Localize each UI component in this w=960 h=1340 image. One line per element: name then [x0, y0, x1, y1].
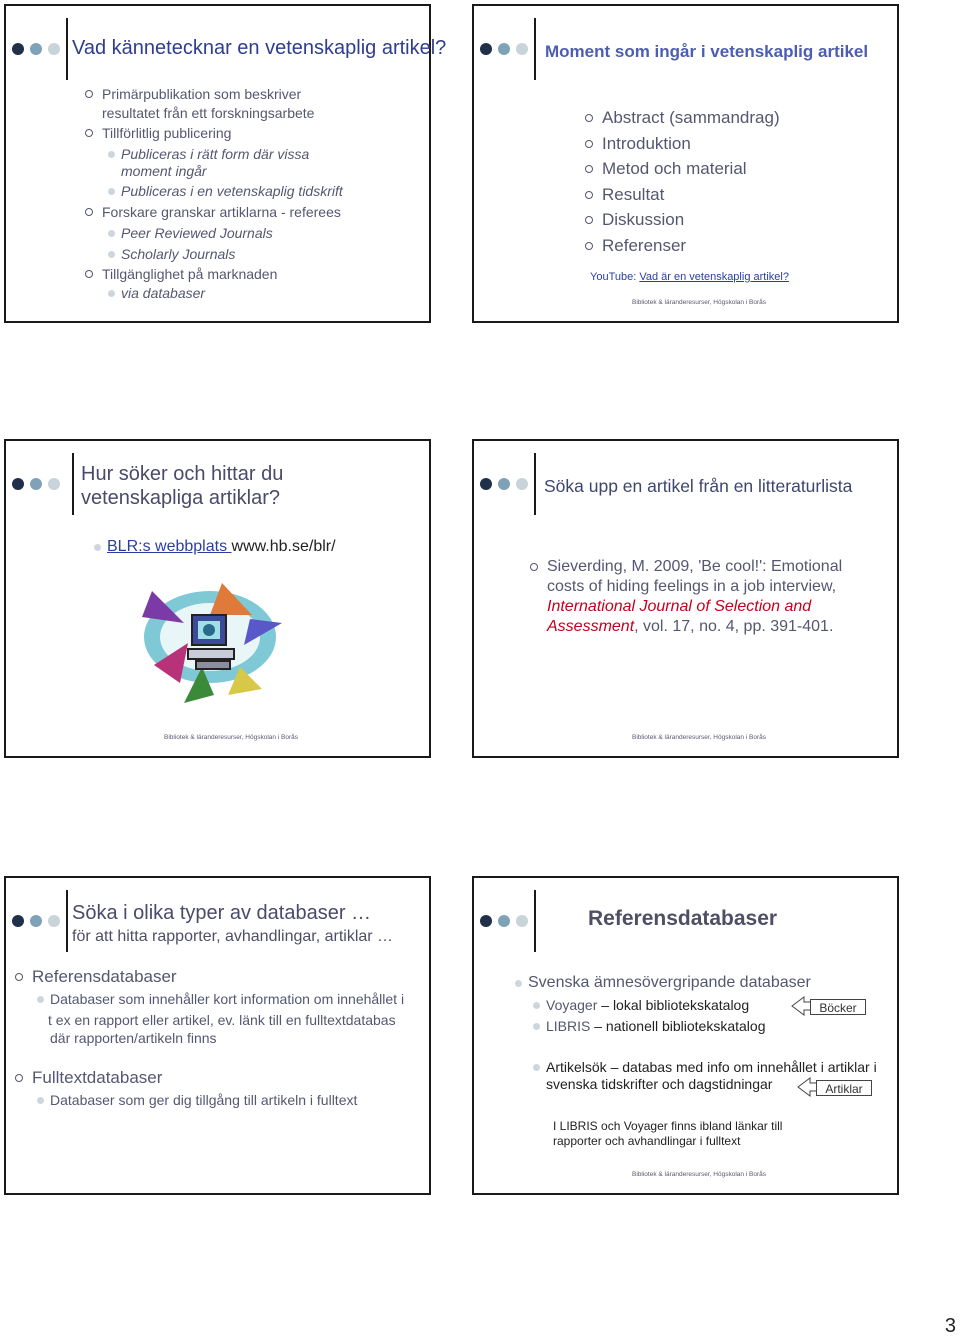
sub-list-item: Scholarly Journals: [121, 246, 236, 262]
reference-journal: [547, 598, 811, 616]
slide-footer: Bibliotek & läranderesurser, Högskolan i Borås: [164, 734, 299, 741]
list-item: Abstract (sammandrag): [602, 108, 780, 127]
list-item: Fulltextdatabaser: [32, 1068, 163, 1087]
sub-list-item-continued: där rapporten/artikeln finns: [50, 1030, 217, 1046]
page-number: 3: [944, 1315, 956, 1337]
libris-desc: – nationell bibliotekskatalog: [590, 1018, 766, 1034]
youtube-line: [590, 271, 789, 283]
list-item: Referenser: [602, 236, 687, 255]
sub-list-item: via databaser: [121, 285, 206, 301]
slide-footer: Bibliotek & läranderesurser, Högskolan i Borås: [632, 1171, 767, 1178]
sub-list-item: Peer Reviewed Journals: [121, 225, 273, 241]
reference-line: costs of hiding feelings in a job interview,: [547, 578, 837, 595]
slide-title: Moment som ingår i vetenskaplig artikel: [545, 42, 869, 61]
sub-list-item: [546, 997, 749, 1013]
sub-list-item: Databaser som ger dig tillgång till artikeln i fulltext: [50, 1092, 358, 1108]
slide-3: [4, 439, 431, 758]
journal-name: International Journal of Selection and: [547, 598, 812, 615]
youtube-prefix: YouTube:: [590, 271, 640, 283]
computer-clipart: [132, 579, 292, 711]
libris-name: LIBRIS: [546, 1018, 591, 1034]
books-callout: Böcker: [810, 999, 866, 1015]
list-item: Diskussion: [602, 210, 685, 229]
list-item: Primärpublikation som beskriver: [102, 86, 302, 102]
title-divider: [66, 18, 68, 80]
slide-title: Vad kännetecknar en vetenskaplig artikel?: [72, 37, 447, 59]
sub-list-item-continued: moment ingår: [121, 163, 207, 179]
voyager-name: Voyager: [546, 997, 598, 1013]
reference-line: [547, 618, 833, 636]
title-divider: [534, 453, 536, 515]
title-divider: [534, 18, 536, 80]
articles-callout: Artiklar: [816, 1080, 872, 1096]
list-item: Referensdatabaser: [32, 967, 177, 986]
sub-list-item: [546, 1018, 765, 1034]
list-item-continued: resultatet från ett forskningsarbete: [102, 105, 315, 121]
url-text: www.hb.se/blr/: [231, 538, 336, 555]
title-divider: [534, 890, 536, 952]
slide-1: [4, 4, 447, 323]
list-item: Metod och material: [602, 159, 747, 178]
slide-title: [81, 462, 283, 510]
slide-footer: Bibliotek & läranderesurser, Högskolan i Borås: [632, 734, 767, 741]
sub-list-item-continued: t ex en rapport eller artikel, ev. länk till en fulltextdatabas: [48, 1012, 396, 1028]
slide-subtitle: för att hitta rapporter, avhandlingar, artiklar …: [72, 928, 394, 945]
sub-list-item: Publiceras i rätt form där vissa: [121, 146, 310, 162]
title-line-2: vetenskapliga artiklar?: [81, 487, 280, 509]
title-divider: [72, 453, 74, 515]
voyager-desc: – lokal bibliotekskatalog: [597, 997, 750, 1013]
note-line: I LIBRIS och Voyager finns ibland länkar till: [553, 1119, 783, 1133]
reference-line: Sieverding, M. 2009, 'Be cool!': Emotional: [547, 558, 843, 575]
slide-5: [4, 876, 431, 1195]
slide-title: Referensdatabaser: [588, 907, 778, 930]
note-line: rapporter och avhandlingar i fulltext: [553, 1134, 741, 1148]
sub-list-item: Artikelsök – databas med info om innehållet i artiklar i: [546, 1059, 877, 1075]
sub-list-item: Databaser som innehåller kort information om innehållet i: [50, 991, 405, 1007]
slide-title: Söka i olika typer av databaser …: [72, 902, 372, 924]
slide-6: [472, 876, 899, 1195]
journal-name: Assessment: [547, 618, 635, 635]
blr-webbplats-link[interactable]: BLR:s webbplats: [107, 538, 232, 555]
sub-list-item: Publiceras i en vetenskaplig tidskrift: [121, 183, 343, 199]
list-item: Resultat: [602, 185, 665, 204]
slide-title: Söka upp en artikel från en litteraturlista: [544, 476, 853, 496]
slide-2: [472, 4, 899, 323]
reference-tail: , vol. 17, no. 4, pp. 391-401.: [634, 618, 834, 635]
list-item: Svenska ämnesövergripande databaser: [528, 974, 811, 991]
title-divider: [66, 890, 68, 952]
list-item: Tillförlitlig publicering: [102, 125, 232, 141]
slide-4: [472, 439, 899, 758]
slide-footer: Bibliotek & läranderesurser, Högskolan i Borås: [632, 299, 767, 306]
list-item: Tillgänglighet på marknaden: [102, 266, 278, 282]
link-item: [107, 538, 336, 556]
list-item: Introduktion: [602, 134, 691, 153]
youtube-link[interactable]: Vad är en vetenskaplig artikel?: [639, 271, 789, 283]
title-line-1: Hur söker och hittar du: [81, 463, 284, 485]
list-item: Forskare granskar artiklarna - referees: [102, 204, 341, 220]
sub-list-item-continued: svenska tidskrifter och dagstidningar: [546, 1076, 773, 1092]
